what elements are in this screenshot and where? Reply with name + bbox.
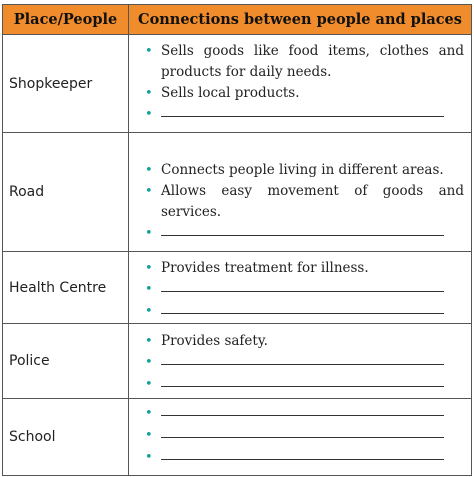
- blank-answer-item: [129, 223, 471, 241]
- connections-cell-shopkeeper: [129, 35, 472, 133]
- connections-worksheet: [2, 4, 471, 473]
- bullet-icon: •: [145, 406, 153, 421]
- bullet-icon: •: [145, 86, 153, 101]
- connections-table: [2, 4, 472, 476]
- connection-text: Sells goods like food items, clothes and products for daily needs.: [161, 43, 464, 80]
- table-row-health-centre: [3, 252, 472, 324]
- connections-list: [129, 399, 471, 465]
- answer-blank-line[interactable]: [161, 352, 444, 365]
- bullet-icon: •: [145, 44, 153, 59]
- bullet-icon: •: [145, 377, 153, 392]
- connections-cell-police: [129, 324, 472, 399]
- bullet-icon: •: [145, 184, 153, 199]
- connection-text: Provides safety.: [161, 333, 268, 349]
- connection-item: [129, 83, 471, 104]
- bullet-icon: •: [145, 450, 153, 465]
- bullet-icon: •: [145, 355, 153, 370]
- bullet-icon: •: [145, 282, 153, 297]
- table-header-row: [3, 5, 472, 35]
- blank-answer-item: [129, 352, 471, 370]
- connection-item: [129, 181, 471, 223]
- blank-answer-item: [129, 374, 471, 392]
- table-row-shopkeeper: [3, 35, 472, 133]
- bullet-icon: •: [145, 304, 153, 319]
- bullet-icon: •: [145, 261, 153, 276]
- table-row-school: [3, 399, 472, 476]
- place-cell-police: Police: [3, 324, 129, 399]
- blank-answer-item: [129, 403, 471, 421]
- place-cell-school: School: [3, 399, 129, 476]
- header-place-people: Place/People: [3, 5, 129, 35]
- connections-cell-road: [129, 133, 472, 252]
- bullet-icon: •: [145, 107, 153, 122]
- place-cell-shopkeeper: Shopkeeper: [3, 35, 129, 133]
- connection-item: [129, 331, 471, 352]
- connection-text: Connects people living in different areas.: [161, 162, 444, 178]
- connection-text: Provides treatment for illness.: [161, 260, 369, 276]
- blank-answer-item: [129, 279, 471, 297]
- place-cell-road: Road: [3, 133, 129, 252]
- bullet-icon: •: [145, 428, 153, 443]
- blank-answer-item: [129, 301, 471, 319]
- connections-cell-school: [129, 399, 472, 476]
- connections-list: [129, 133, 471, 241]
- answer-blank-line[interactable]: [161, 425, 444, 438]
- blank-answer-item: [129, 104, 471, 122]
- bullet-icon: •: [145, 334, 153, 349]
- connection-item: [129, 258, 471, 279]
- connection-text: Allows easy movement of goods and services.: [161, 183, 464, 220]
- answer-blank-line[interactable]: [161, 374, 444, 387]
- connections-list: [129, 324, 471, 392]
- connections-list: [129, 252, 471, 319]
- connections-cell-health-centre: [129, 252, 472, 324]
- header-connections: Connections between people and places: [129, 5, 472, 35]
- answer-blank-line[interactable]: [161, 279, 444, 292]
- place-cell-health-centre: Health Centre: [3, 252, 129, 324]
- answer-blank-line[interactable]: [161, 403, 444, 416]
- answer-blank-line[interactable]: [161, 447, 444, 460]
- connection-item: [129, 160, 471, 181]
- bullet-icon: •: [145, 163, 153, 178]
- blank-answer-item: [129, 425, 471, 443]
- answer-blank-line[interactable]: [161, 301, 444, 314]
- answer-blank-line[interactable]: [161, 104, 444, 117]
- connections-list: [129, 35, 471, 122]
- connection-item: [129, 41, 471, 83]
- blank-answer-item: [129, 447, 471, 465]
- answer-blank-line[interactable]: [161, 223, 444, 236]
- table-row-road: [3, 133, 472, 252]
- table-row-police: [3, 324, 472, 399]
- bullet-icon: •: [145, 226, 153, 241]
- connection-text: Sells local products.: [161, 85, 300, 101]
